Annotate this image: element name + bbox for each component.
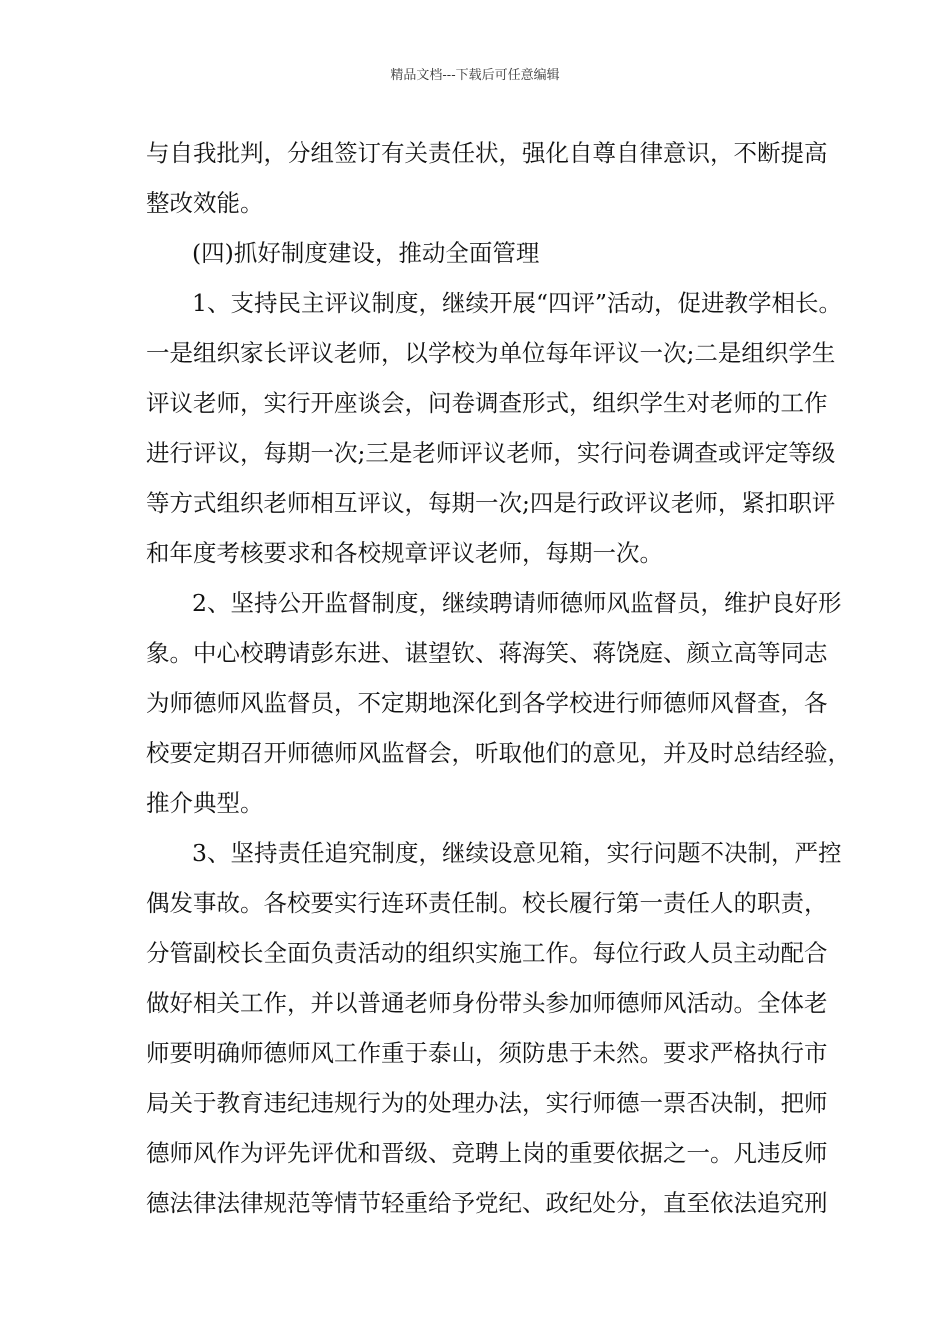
document-body xyxy=(146,128,851,1228)
section-heading: (四)抓好制度建设，推动全面管理 xyxy=(192,239,540,267)
text-line: 2、坚持公开监督制度，继续聘请师德师风监督员，维护良好形 xyxy=(192,589,842,617)
text-line: 推介典型。 xyxy=(146,789,264,817)
text-line: 分管副校长全面负责活动的组织实施工作。每位行政人员主动配合 xyxy=(146,939,828,967)
text-line: 偶发事故。各校要实行连环责任制。校长履行第一责任人的职责， xyxy=(146,889,828,917)
text-line: 校要定期召开师德师风监督会，听取他们的意见，并及时总结经验， xyxy=(146,739,851,767)
text-line: 3、坚持责任追究制度，继续设意见箱，实行问题不决制，严控 xyxy=(192,839,842,867)
text-line: 一是组织家长评议老师，以学校为单位每年评议一次;二是组织学生 xyxy=(146,339,836,367)
text-line: 德师风作为评先评优和晋级、竞聘上岗的重要依据之一。凡违反师 xyxy=(146,1139,828,1167)
text-line: 象。中心校聘请彭东进、谌望钦、蒋海笑、蒋饶庭、颜立高等同志 xyxy=(146,639,828,667)
text-line: 评议老师，实行开座谈会，问卷调查形式，组织学生对老师的工作 xyxy=(146,389,828,417)
text-line: 德法律法律规范等情节轻重给予党纪、政纪处分，直至依法追究刑 xyxy=(146,1189,828,1217)
text-line: 为师德师风监督员，不定期地深化到各学校进行师德师风督查，各 xyxy=(146,689,828,717)
text-line: 进行评议，每期一次;三是老师评议老师，实行问卷调查或评定等级 xyxy=(146,439,836,467)
text-line: 整改效能。 xyxy=(146,189,264,217)
text-line: 和年度考核要求和各校规章评议老师，每期一次。 xyxy=(146,539,663,567)
text-line: 与自我批判，分组签订有关责任状，强化自尊自律意识，不断提高 xyxy=(146,139,828,167)
text-line: 做好相关工作，并以普通老师身份带头参加师德师风活动。全体老 xyxy=(146,989,828,1017)
text-line: 师要明确师德师风工作重于泰山，须防患于未然。要求严格执行市 xyxy=(146,1039,828,1067)
text-line: 局关于教育违纪违规行为的处理办法，实行师德一票否决制，把师 xyxy=(146,1089,828,1117)
text-line: 等方式组织老师相互评议，每期一次;四是行政评议老师，紧扣职评 xyxy=(146,489,836,517)
text-line: 1、支持民主评议制度，继续开展“四评”活动，促进教学相长。 xyxy=(192,289,842,317)
page-header: 精品文档---下载后可任意编辑 xyxy=(390,68,560,83)
